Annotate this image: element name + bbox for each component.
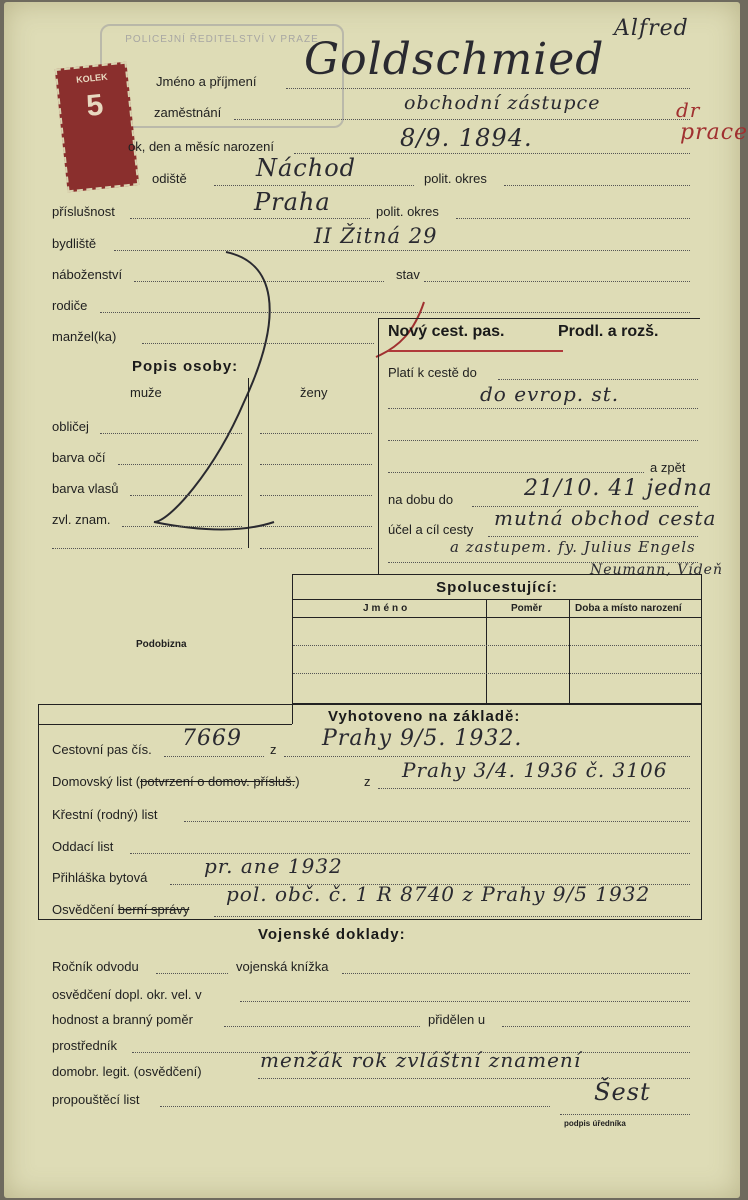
spol-head-line bbox=[293, 599, 701, 600]
hw-signature: Šest bbox=[594, 1078, 651, 1106]
hw-destination: do evrop. st. bbox=[480, 382, 620, 406]
passport-title-novy: Nový cest. pas. bbox=[388, 323, 505, 340]
label-rocnik: Ročník odvodu bbox=[52, 959, 139, 974]
label-a-zpet: a zpět bbox=[650, 460, 686, 475]
col-doba: Doba a místo narození bbox=[575, 603, 682, 614]
line-plati bbox=[498, 379, 698, 380]
passport-title-prodl: Prodl. a rozš. bbox=[558, 323, 659, 340]
label-zvl-znam: zvl. znam. bbox=[52, 512, 111, 527]
hw-purpose: mutná obchod cesta bbox=[494, 506, 717, 530]
label-z-1: z bbox=[270, 742, 277, 757]
label-propousteci: propouštěcí list bbox=[52, 1092, 140, 1107]
line-pas-z bbox=[284, 756, 690, 757]
line-plati-4 bbox=[388, 472, 644, 473]
label-stav: stav bbox=[396, 267, 420, 282]
revenue-stamp-value: 5 bbox=[84, 88, 105, 123]
popis-divider bbox=[248, 378, 249, 548]
passport-box-top bbox=[378, 318, 700, 319]
label-na-dobu-do: na dobu do bbox=[388, 492, 454, 507]
domovsky-strike: potvrzení o domov. přísluš. bbox=[140, 774, 296, 789]
label-hodnost: hodnost a branný poměr bbox=[52, 1012, 193, 1027]
label-zeny: ženy bbox=[300, 385, 328, 400]
spol-sub-line bbox=[293, 617, 701, 618]
line-popis-end-z bbox=[260, 548, 372, 549]
label-osvedceni bbox=[52, 902, 189, 917]
hw-first-name: Alfred bbox=[614, 16, 689, 41]
hw-prihlaska: pr. ane 1932 bbox=[204, 854, 343, 878]
line-krestni bbox=[184, 821, 690, 822]
line-osvedceni-dopl bbox=[240, 1001, 690, 1002]
osvedceni-strike: berní správy bbox=[117, 902, 190, 917]
label-prihlaska: Přihláška bytová bbox=[52, 870, 148, 885]
spol-row2 bbox=[293, 673, 701, 674]
passport-title-underline bbox=[388, 350, 563, 352]
label-domobr: domobr. legit. (osvědčení) bbox=[52, 1064, 202, 1079]
passport-box-left bbox=[378, 318, 379, 574]
line-knizka bbox=[342, 973, 690, 974]
line-rocnik bbox=[156, 973, 228, 974]
hw-prislusnost: Praha bbox=[254, 188, 331, 216]
popis-title: Popis osoby: bbox=[132, 358, 239, 375]
label-podpis: podpis úředníka bbox=[564, 1119, 626, 1128]
spolucestujici-title: Spolucestující: bbox=[436, 579, 558, 596]
label-polit-okres-2: polit. okres bbox=[376, 204, 439, 219]
label-osvedceni-dopl: osvědčení dopl. okr. vel. v bbox=[52, 987, 202, 1002]
line-plati-3 bbox=[388, 440, 698, 441]
line-plati-2 bbox=[388, 408, 698, 409]
hw-domobr: menžák rok zvláštní znamení bbox=[260, 1048, 582, 1072]
spol-col1 bbox=[486, 599, 487, 703]
hw-purpose2: a zastupem. fy. Julius Engels bbox=[450, 538, 696, 556]
hw-occupation-side2: prace bbox=[680, 120, 748, 145]
line-ucel bbox=[488, 536, 698, 537]
line-znam-z bbox=[260, 526, 372, 527]
label-birthplace: odiště bbox=[152, 171, 187, 186]
domovsky-end: ) bbox=[295, 774, 300, 789]
line-domov bbox=[378, 788, 690, 789]
hw-pass-from: Prahy 9/5. 1932. bbox=[322, 726, 523, 751]
hw-osvedceni: pol. obč. č. 1 R 8740 z Prahy 9/5 1932 bbox=[226, 882, 651, 906]
label-podobizna: Podobizna bbox=[136, 639, 187, 650]
label-oddaci: Oddací list bbox=[52, 839, 114, 854]
spolucestujici-box bbox=[292, 574, 702, 704]
hw-pass-no: 7669 bbox=[182, 726, 242, 751]
label-muze: muže bbox=[130, 385, 162, 400]
label-bydliste: bydliště bbox=[52, 236, 97, 251]
hw-occupation-side: dr bbox=[676, 98, 701, 122]
col-pomer: Poměr bbox=[511, 603, 543, 614]
label-name: Jméno a příjmení bbox=[156, 74, 257, 89]
line-pas bbox=[164, 756, 264, 757]
label-prostrednik: prostředník bbox=[52, 1038, 118, 1053]
vyhotoveno-top-left bbox=[38, 724, 292, 725]
label-oblicej: obličej bbox=[52, 419, 89, 434]
line-popis-end bbox=[52, 548, 242, 549]
line-podpis bbox=[560, 1114, 690, 1115]
line-vlasu-z bbox=[260, 495, 372, 496]
label-plati-k-ceste: Platí k cestě do bbox=[388, 365, 477, 380]
line-oci-z bbox=[260, 464, 372, 465]
hw-purpose3: Neumann, Vídeň bbox=[590, 562, 723, 578]
hw-birthplace: Náchod bbox=[256, 154, 357, 182]
hw-address: II Žitná 29 bbox=[314, 224, 438, 248]
label-barva-oci: barva očí bbox=[52, 450, 106, 465]
line-oci bbox=[118, 464, 242, 465]
hw-birth: 8/9. 1894. bbox=[400, 124, 533, 152]
line-hodnost bbox=[224, 1026, 420, 1027]
spol-col2 bbox=[569, 599, 570, 703]
label-pridelen: přidělen u bbox=[428, 1012, 486, 1027]
line-osvedceni bbox=[214, 916, 690, 917]
vyhotoveno-top-left-v bbox=[292, 704, 293, 724]
label-occupation: zaměstnání bbox=[154, 105, 222, 120]
line-pridelen bbox=[502, 1026, 690, 1027]
line-propousteci bbox=[160, 1106, 550, 1107]
label-barva-vlasu: barva vlasů bbox=[52, 481, 119, 496]
line-znam bbox=[122, 526, 242, 527]
label-birth-date: ok, den a měsíc narození bbox=[128, 139, 274, 154]
label-cestovni-pas: Cestovní pas čís. bbox=[52, 742, 152, 757]
domovsky-start: Domovský list ( bbox=[52, 774, 141, 789]
label-krestni: Křestní (rodný) list bbox=[52, 807, 158, 822]
label-manzel: manžel(ka) bbox=[52, 329, 117, 344]
line-oblicej-z bbox=[260, 433, 372, 434]
spol-row1 bbox=[293, 645, 701, 646]
revenue-stamp-label: KOLEK bbox=[75, 71, 109, 85]
label-z-2: z bbox=[364, 774, 371, 789]
label-prislusnost: příslušnost bbox=[52, 204, 115, 219]
label-polit-okres-1: polit. okres bbox=[424, 171, 487, 186]
vyhotoveno-title: Vyhotoveno na základě: bbox=[328, 708, 521, 725]
line-oblicej bbox=[100, 433, 242, 434]
label-nabozenstvi: náboženství bbox=[52, 267, 123, 282]
hw-date: 21/10. 41 jedna bbox=[524, 476, 713, 501]
vojenske-title: Vojenské doklady: bbox=[258, 926, 406, 943]
label-knizka: vojenská knížka bbox=[236, 959, 329, 974]
hw-surname: Goldschmied bbox=[304, 34, 605, 85]
hw-domov-from: Prahy 3/4. 1936 č. 3106 bbox=[402, 758, 668, 782]
label-ucel: účel a cíl cesty bbox=[388, 522, 474, 537]
document-paper bbox=[4, 2, 748, 1198]
police-stamp-text: POLICEJNÍ ŘEDITELSTVÍ V PRAZE bbox=[125, 34, 319, 45]
line-vlasu bbox=[130, 495, 242, 496]
hw-occupation: obchodní zástupce bbox=[404, 92, 601, 114]
label-domovsky bbox=[52, 774, 300, 789]
col-jmeno: Jméno bbox=[363, 603, 411, 614]
label-rodice: rodiče bbox=[52, 298, 88, 313]
osvedceni-start: Osvědčení bbox=[52, 902, 115, 917]
